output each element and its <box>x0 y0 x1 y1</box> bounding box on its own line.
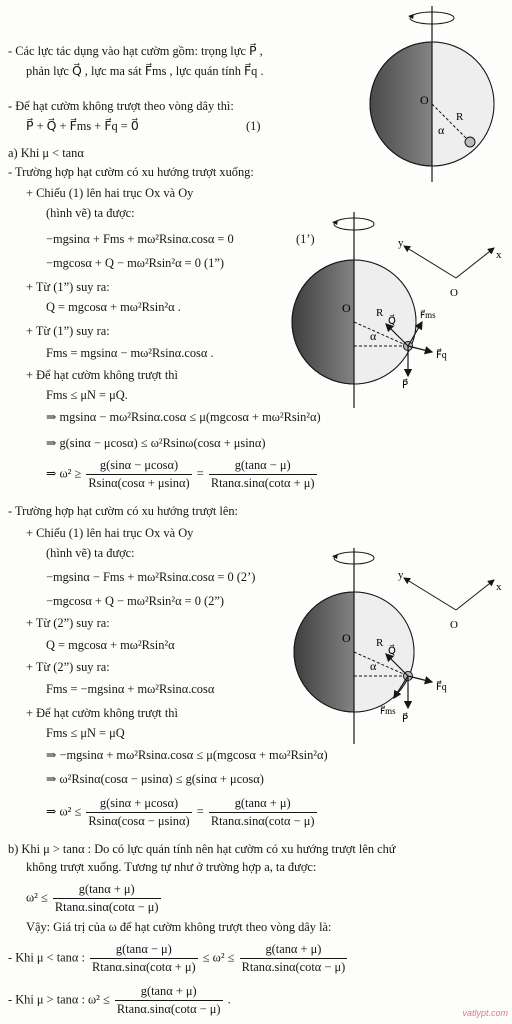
svg-text:Q⃗: Q⃗ <box>388 646 396 657</box>
case-down-step-1: + Chiếu (1) lên hai trục Ox và Oy <box>26 186 194 200</box>
angle-label: α <box>438 123 445 137</box>
radius-label: R <box>456 111 464 123</box>
svg-text:α: α <box>370 329 377 343</box>
conclusion-case-1: - Khi μ < tanα : $\frac{g(\tan\alpha - \mu)}{Rtan\alpha.\sin\alpha(\cot\alpha + \mu)}$ ≤ ω² ≤ $\frac{g(\tan\alpha + \mu)}{Rtan\alpha.\sin\alpha(\cot\alpha - \mu)}$ <box>8 942 346 974</box>
svg-text:y: y <box>398 569 404 581</box>
svg-text:R: R <box>376 637 384 649</box>
case-down-title: - Trường hợp hạt cườm có xu hướng trượt xuống: <box>8 165 254 179</box>
figure-sphere-2 <box>298 212 506 412</box>
fraction: $\frac{g(\tan\alpha + \mu)}{Rtan\alpha.\sin\alpha(\cot\alpha - \mu)}$ <box>54 882 159 914</box>
equation-1: P⃗ + Q⃗ + F⃗ms + F⃗q = 0⃗ <box>26 119 139 133</box>
svg-text:x: x <box>496 249 502 261</box>
fraction: $\frac{g(\tan\alpha + \mu)}{Rtan\alpha.\sin\alpha(\cot\alpha - \mu)}$ <box>116 984 221 1016</box>
svg-text:P⃗: P⃗ <box>402 714 409 725</box>
case-down-step-4: + Để hạt cườm không trượt thì <box>26 368 178 382</box>
svg-text:y: y <box>398 237 404 249</box>
watermark: vatlypt.com <box>462 1008 508 1018</box>
case-down-step-1b: (hình vẽ) ta được: <box>46 206 135 220</box>
case-up-title: - Trường hợp hạt cườm có xu hướng trượt lên: <box>8 504 238 518</box>
svg-text:O: O <box>342 631 351 645</box>
case-down-step-2: + Từ (1”) suy ra: <box>26 280 110 294</box>
case-down-result: ⇒ ω² ≥ $\frac{g(\sin\alpha - \mu\cos\alpha)}{Rsin\alpha(\cos\alpha + \mu\sin\alpha)}$ = $\frac{g(\tan\alpha - \mu)}{Rtan\alpha.\sin\alpha(\cot\alpha + \mu)}$ <box>46 458 315 490</box>
case-down-q: Q = mgcosα + mω²Rsin²α . <box>46 300 181 314</box>
case-up-step-3: + Từ (2”) suy ra: <box>26 660 110 674</box>
svg-text:F⃗ms: F⃗ms <box>380 706 396 716</box>
case-up-step-1: + Chiếu (1) lên hai trục Ox và Oy <box>26 526 194 540</box>
conclusion-case-2: - Khi μ > tanα : ω² ≤ $\frac{g(\tan\alpha + \mu)}{Rtan\alpha.\sin\alpha(\cot\alpha - \mu)}$ . <box>8 984 231 1016</box>
conclusion-intro: Vậy: Giá trị của ω để hạt cườm không trượt theo vòng dây là: <box>26 920 332 934</box>
equation-1p-tag: (1’) <box>296 232 315 246</box>
case-up-condition: Fms ≤ μN = μQ <box>46 726 125 740</box>
svg-text:F⃗q: F⃗q <box>436 682 447 693</box>
svg-text:α: α <box>370 659 377 673</box>
case-up-inequality-2: ⇒ ω²Rsinα(cosα − μsinα) ≤ g(sinα + μcosα) <box>46 772 264 786</box>
case-up-result: ⇒ ω² ≤ $\frac{g(\sin\alpha + \mu\cos\alpha)}{Rsin\alpha(\cos\alpha - \mu\sin\alpha)}$ = $\frac{g(\tan\alpha + \mu)}{Rtan\alpha.\sin\alpha(\cot\alpha - \mu)}$ <box>46 796 315 828</box>
svg-text:R: R <box>376 307 384 319</box>
case-up-step-2: + Từ (2”) suy ra: <box>26 616 110 630</box>
case-b-line-2: không trượt xuống. Tương tự như ở trường hợp a, ta được: <box>26 860 317 874</box>
svg-text:P⃗: P⃗ <box>402 380 409 391</box>
case-down-condition: Fms ≤ μN = μQ. <box>46 388 128 402</box>
svg-text:O: O <box>342 301 351 315</box>
fraction: $\frac{g(\sin\alpha + \mu\cos\alpha)}{Rsin\alpha(\cos\alpha - \mu\sin\alpha)}$ <box>88 796 190 828</box>
bead <box>465 137 475 147</box>
intro-line-2: phản lực Q⃗ , lực ma sát F⃗ms , lực quán tính F⃗q . <box>26 64 264 78</box>
case-up-step-4: + Để hạt cườm không trượt thì <box>26 706 178 720</box>
case-down-fms: Fms = mgsinα − mω²Rsinα.cosα . <box>46 346 214 360</box>
intro-line-3: - Để hạt cườm không trượt theo vòng dây thì: <box>8 99 234 113</box>
equation-1-tag: (1) <box>246 119 261 133</box>
equation-2pp: −mgcosα + Q − mω²Rsin²α = 0 (2”) <box>46 594 225 608</box>
equation-1pp: −mgcosα + Q − mω²Rsin²α = 0 (1”) <box>46 256 225 270</box>
intro-line-1: - Các lực tác dụng vào hạt cườm gồm: trọng lực P⃗ , <box>8 44 263 58</box>
case-b-result: ω² ≤ $\frac{g(\tan\alpha + \mu)}{Rtan\alpha.\sin\alpha(\cot\alpha - \mu)}$ <box>26 882 159 914</box>
fraction: $\frac{g(\tan\alpha - \mu)}{Rtan\alpha.\sin\alpha(\cot\alpha + \mu)}$ <box>92 942 196 974</box>
case-up-step-1b: (hình vẽ) ta được: <box>46 546 135 560</box>
svg-text:O: O <box>450 619 458 631</box>
figure-sphere-1 <box>352 4 502 184</box>
svg-text:x: x <box>496 581 502 593</box>
case-down-inequality-1: ⇒ mgsinα − mω²Rsinα.cosα ≤ μ(mgcosα + mω²Rsin²α) <box>46 410 321 424</box>
case-up-q: Q = mgcosα + mω²Rsin²α <box>46 638 175 652</box>
equation-1p: −mgsinα + Fms + mω²Rsinα.cosα = 0 <box>46 232 234 246</box>
svg-text:Q⃗: Q⃗ <box>388 316 396 327</box>
case-a-heading: a) Khi μ < tanα <box>8 146 84 160</box>
svg-text:O: O <box>450 287 458 299</box>
case-b-line-1: b) Khi μ > tanα : Do có lực quán tính nên hạt cườm có xu hướng trượt lên chứ <box>8 842 396 856</box>
case-up-inequality-1: ⇒ −mgsinα + mω²Rsinα.cosα ≤ μ(mgcosα + mω²Rsin²α) <box>46 748 328 762</box>
case-down-inequality-2: ⇒ g(sinα − μcosα) ≤ ω²Rsinω(cosα + μsinα) <box>46 436 266 450</box>
equation-2p: −mgsinα − Fms + mω²Rsinα.cosα = 0 (2’) <box>46 570 256 584</box>
fraction: $\frac{g(\tan\alpha - \mu)}{Rtan\alpha.\sin\alpha(\cot\alpha + \mu)}$ <box>210 458 315 490</box>
fraction: $\frac{g(\tan\alpha + \mu)}{Rtan\alpha.\sin\alpha(\cot\alpha - \mu)}$ <box>210 796 315 828</box>
case-down-step-3: + Từ (1”) suy ra: <box>26 324 110 338</box>
svg-text:F⃗ms: F⃗ms <box>420 310 436 320</box>
fraction: $\frac{g(\sin\alpha - \mu\cos\alpha)}{Rsin\alpha(\cos\alpha + \mu\sin\alpha)}$ <box>88 458 190 490</box>
svg-text:F⃗q: F⃗q <box>436 350 447 361</box>
fraction: $\frac{g(\tan\alpha + \mu)}{Rtan\alpha.\sin\alpha(\cot\alpha - \mu)}$ <box>241 942 346 974</box>
case-up-fms: Fms = −mgsinα + mω²Rsinα.cosα <box>46 682 215 696</box>
center-label: O <box>420 93 429 107</box>
figure-sphere-3 <box>298 548 506 748</box>
